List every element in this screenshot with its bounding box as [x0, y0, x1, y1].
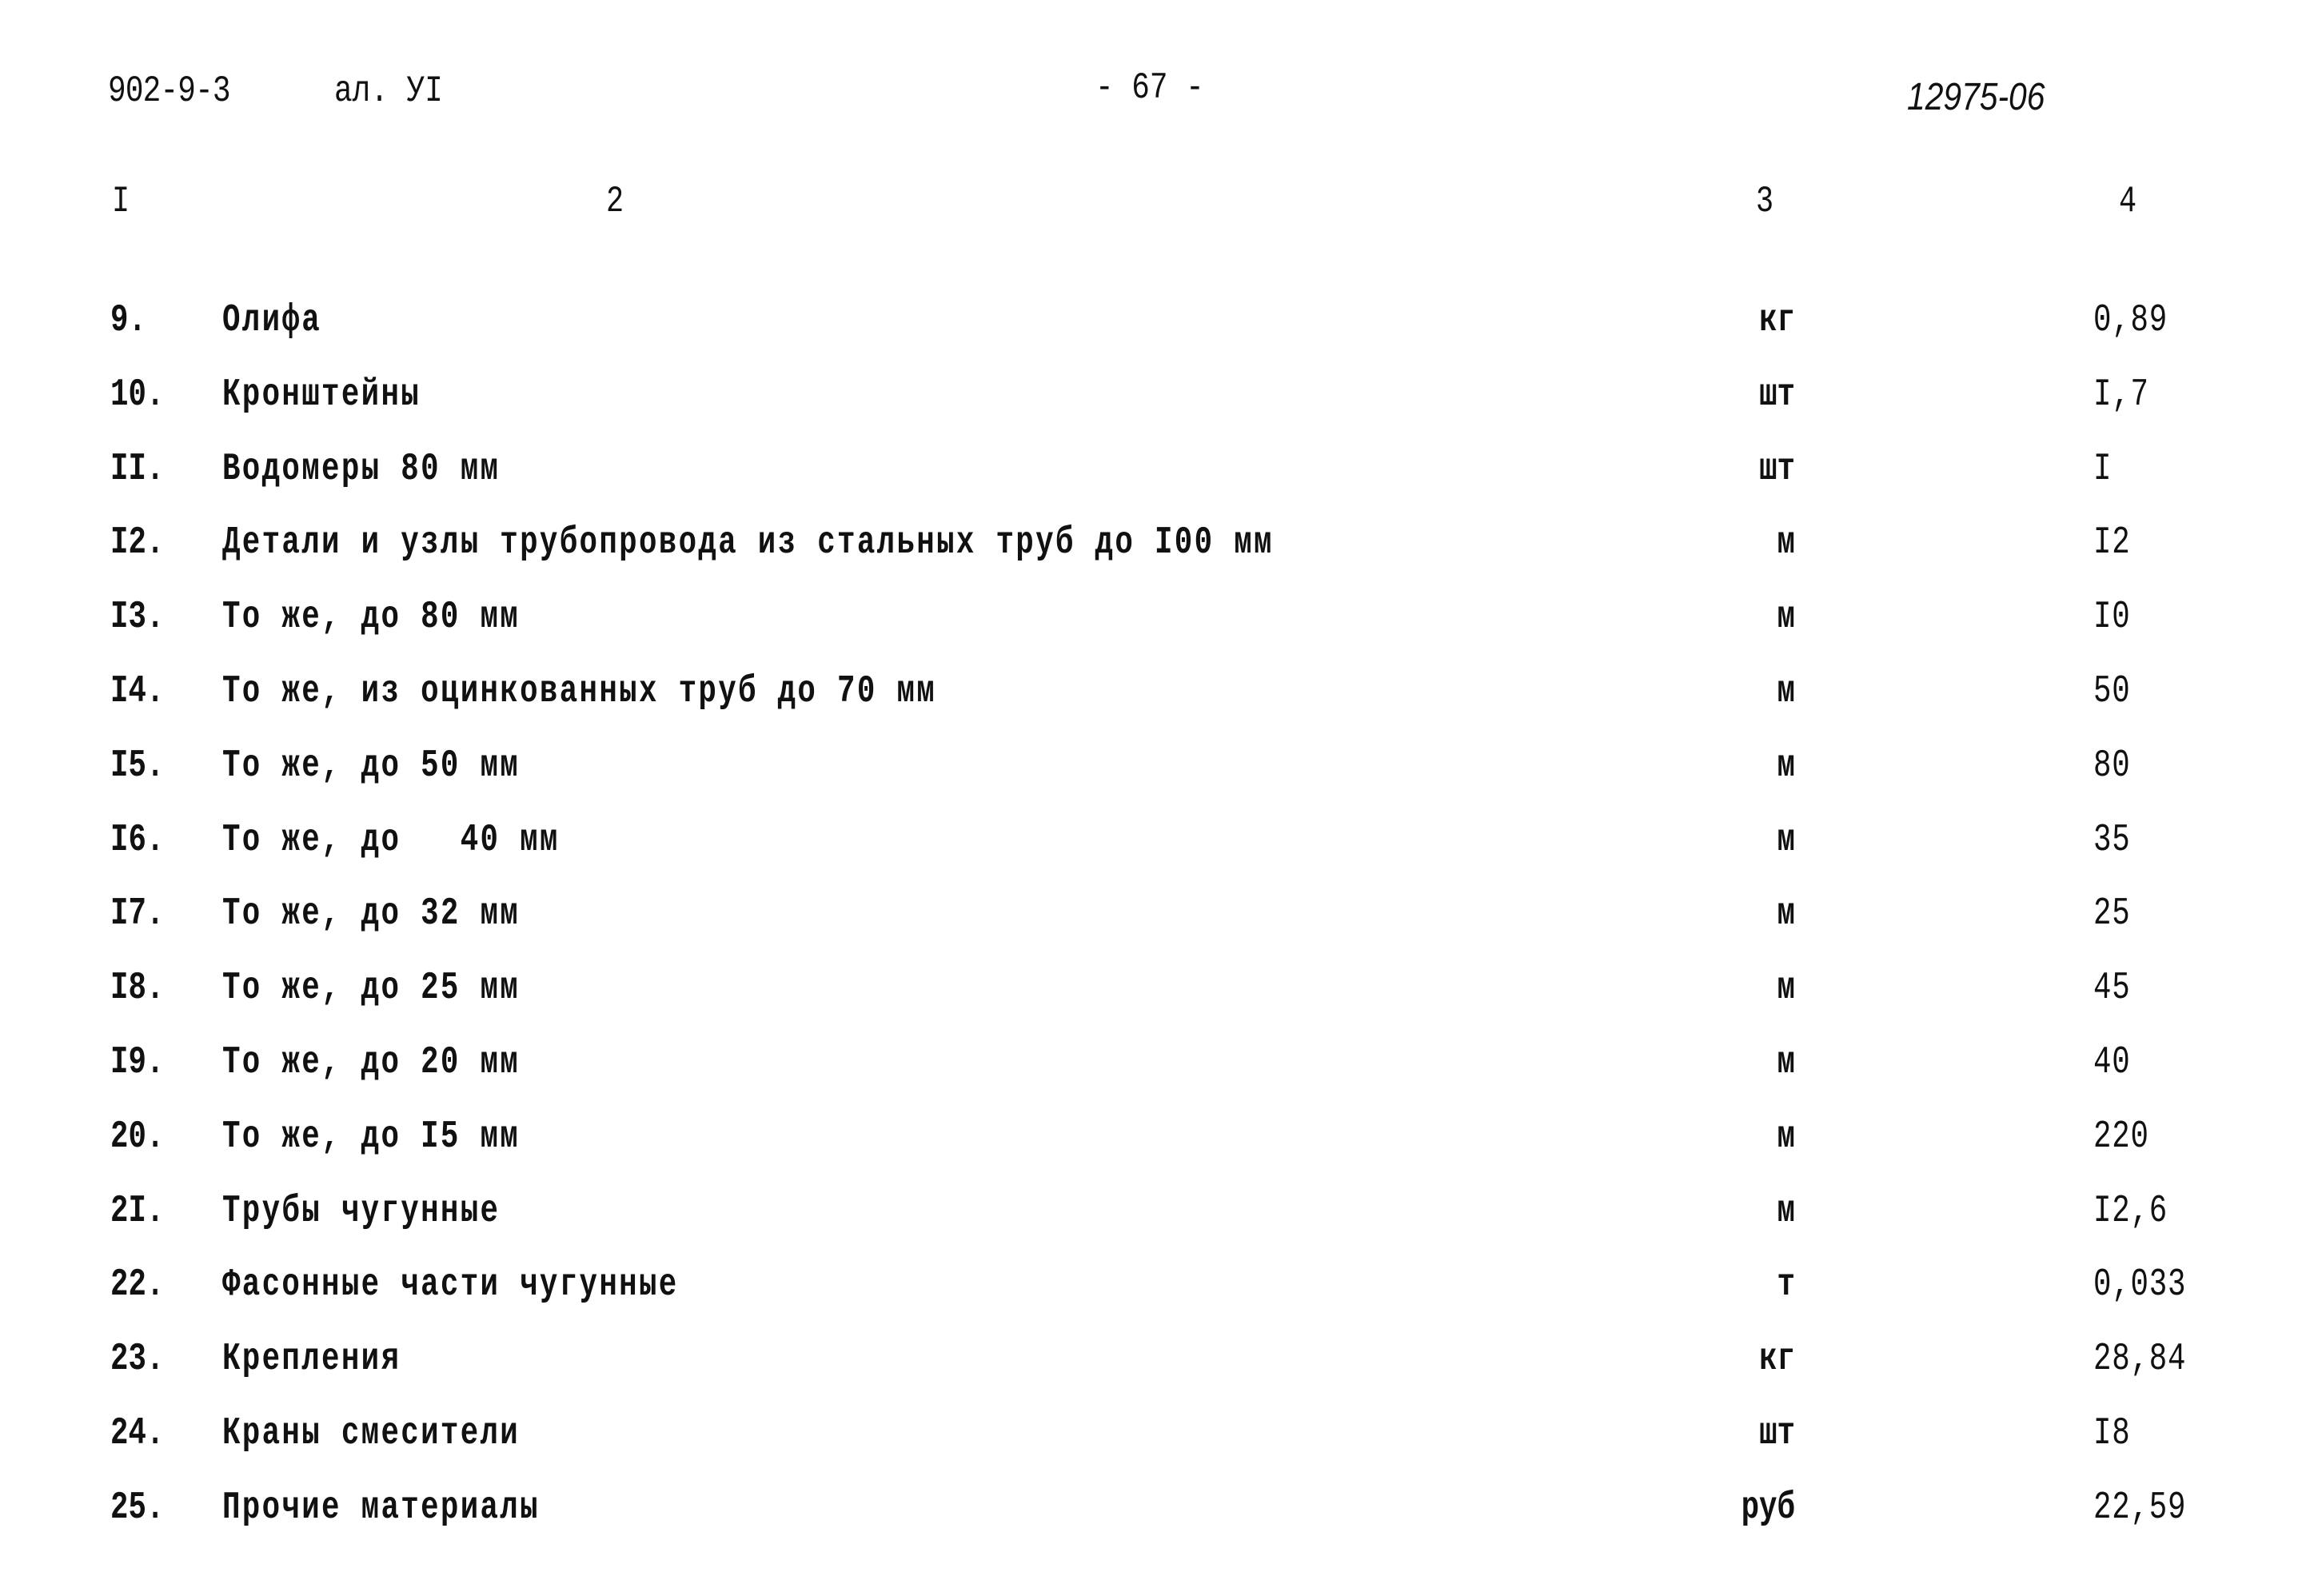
table-row: [0, 585, 2314, 659]
project-code: 902-9-3: [108, 70, 230, 112]
material-name: Краны смесители: [222, 1411, 521, 1455]
column-header-name: 2: [606, 181, 624, 222]
unit: м: [1777, 967, 1795, 1011]
table-row: [0, 1104, 2314, 1179]
page-header: [0, 67, 2314, 126]
quantity: 25: [2093, 892, 2131, 936]
album-number: ал. УI: [334, 70, 443, 112]
quantity: 50: [2093, 669, 2131, 713]
column-headers: [0, 181, 2314, 229]
unit: м: [1777, 1189, 1795, 1233]
row-number: I9.: [110, 1040, 165, 1084]
table-row: [0, 1179, 2314, 1253]
table-row: [0, 510, 2314, 585]
unit: м: [1777, 1040, 1795, 1084]
row-number: II.: [110, 447, 165, 491]
table-row: [0, 1030, 2314, 1104]
unit: м: [1777, 1115, 1795, 1159]
table-row: [0, 362, 2314, 437]
unit: кг: [1759, 299, 1795, 342]
quantity: I8: [2093, 1411, 2131, 1455]
quantity: 28,84: [2093, 1338, 2187, 1382]
table-row: [0, 733, 2314, 808]
table-row: [0, 1327, 2314, 1401]
unit: м: [1777, 669, 1795, 713]
table-row: [0, 881, 2314, 956]
row-number: 10.: [110, 373, 165, 417]
quantity: I2: [2093, 521, 2131, 565]
material-name: То же, до I5 мм: [222, 1115, 521, 1159]
table-row: [0, 808, 2314, 882]
unit: м: [1777, 596, 1795, 640]
unit: м: [1777, 744, 1795, 788]
document-number: 12975-06: [1907, 76, 2045, 118]
material-name: Прочие материалы: [222, 1486, 540, 1530]
row-number: I2.: [110, 521, 165, 565]
column-header-unit: 3: [1756, 181, 1774, 222]
unit: шт: [1759, 447, 1795, 491]
materials-table: [0, 288, 2314, 1550]
quantity: I0: [2093, 596, 2131, 640]
material-name: То же, до 80 мм: [222, 596, 521, 640]
quantity: 45: [2093, 967, 2131, 1011]
row-number: I7.: [110, 892, 165, 936]
unit: руб: [1741, 1486, 1795, 1530]
column-header-number: I: [112, 181, 130, 222]
material-name: То же, до 20 мм: [222, 1040, 521, 1084]
quantity: 0,89: [2093, 299, 2168, 342]
table-row: [0, 956, 2314, 1030]
table-row: [0, 288, 2314, 362]
material-name: То же, из оцинкованных труб до 70 мм: [222, 669, 937, 713]
quantity: 0,033: [2093, 1263, 2187, 1307]
row-number: I8.: [110, 967, 165, 1011]
material-name: Олифа: [222, 299, 322, 342]
row-number: I6.: [110, 818, 165, 862]
row-number: 24.: [110, 1411, 165, 1455]
unit: м: [1777, 521, 1795, 565]
quantity: 22,59: [2093, 1486, 2187, 1530]
material-name: Фасонные части чугунные: [222, 1263, 679, 1307]
page-number: - 67 -: [1095, 67, 1204, 109]
unit: шт: [1759, 373, 1795, 417]
quantity: I,7: [2093, 373, 2149, 417]
quantity: 220: [2093, 1115, 2149, 1159]
row-number: I3.: [110, 596, 165, 640]
unit: кг: [1759, 1338, 1795, 1382]
row-number: 9.: [110, 299, 146, 342]
quantity: 35: [2093, 818, 2131, 862]
table-row: [0, 1475, 2314, 1550]
material-name: То же, до 25 мм: [222, 967, 521, 1011]
unit: шт: [1759, 1411, 1795, 1455]
row-number: 2I.: [110, 1189, 165, 1233]
quantity: I2,6: [2093, 1189, 2168, 1233]
row-number: 22.: [110, 1263, 165, 1307]
table-row: [0, 659, 2314, 733]
quantity: 40: [2093, 1040, 2131, 1084]
material-name: Кронштейны: [222, 373, 421, 417]
row-number: 25.: [110, 1486, 165, 1530]
material-name: Крепления: [222, 1338, 401, 1382]
material-name: То же, до 50 мм: [222, 744, 521, 788]
quantity: I: [2093, 447, 2113, 491]
table-row: [0, 437, 2314, 511]
table-row: [0, 1401, 2314, 1475]
row-number: I4.: [110, 669, 165, 713]
material-name: Детали и узлы трубопровода из стальных труб до I00 мм: [222, 521, 1274, 565]
quantity: 80: [2093, 744, 2131, 788]
row-number: 20.: [110, 1115, 165, 1159]
unit: т: [1777, 1263, 1795, 1307]
unit: м: [1777, 818, 1795, 862]
material-name: Водомеры 80 мм: [222, 447, 501, 491]
material-name: То же, до 40 мм: [222, 818, 560, 862]
row-number: I5.: [110, 744, 165, 788]
table-row: [0, 1252, 2314, 1327]
unit: м: [1777, 892, 1795, 936]
column-header-quantity: 4: [2119, 181, 2137, 222]
row-number: 23.: [110, 1338, 165, 1382]
material-name: То же, до 32 мм: [222, 892, 521, 936]
material-name: Трубы чугунные: [222, 1189, 501, 1233]
